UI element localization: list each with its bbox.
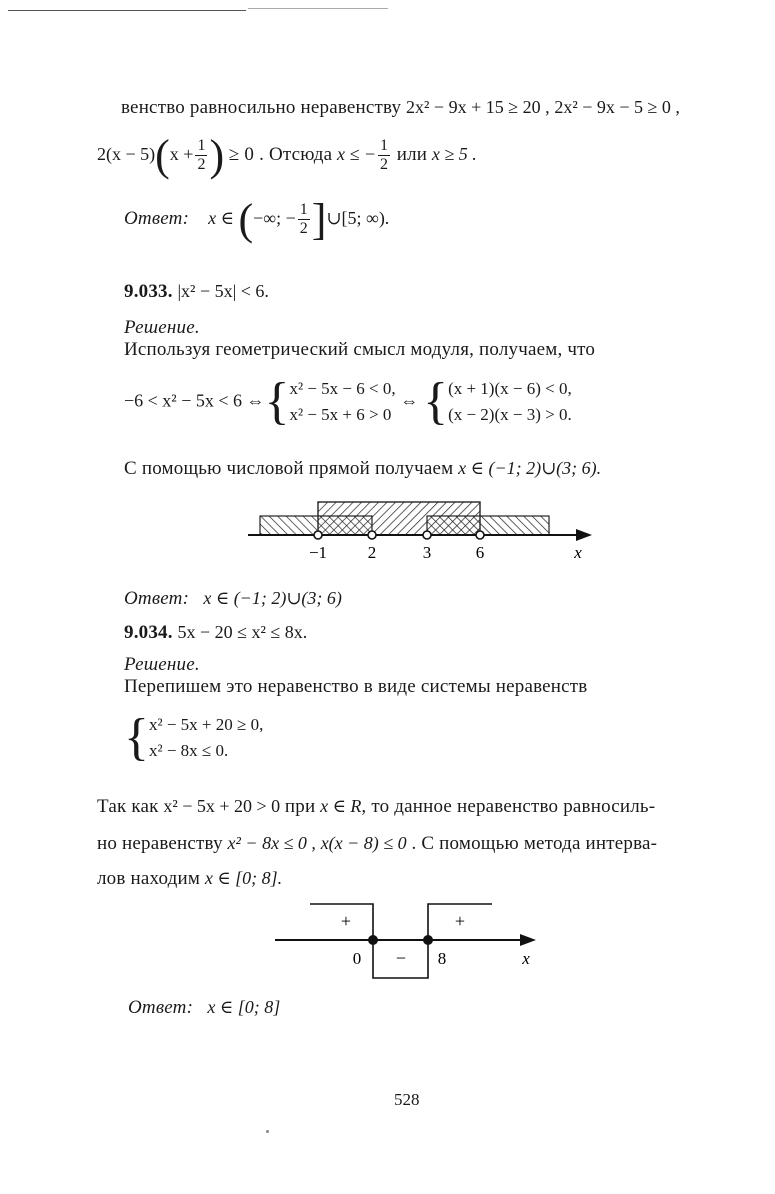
scan-speck bbox=[266, 1130, 269, 1133]
open-point bbox=[314, 531, 322, 539]
solution-label: Решение. bbox=[124, 654, 200, 675]
text-line: Так как x² − 5x + 20 > 0 при x ∈ R, то данное неравенство равносиль- bbox=[97, 796, 656, 817]
text-line-2: 2(x − 5)(x + $\frac{1}{2}$ ) ≥ 0 . Отсюда x ≤ − $\frac{1}{2}$ или x ≥ 5 . bbox=[97, 131, 477, 180]
fraction: $\frac{1}{2}$ bbox=[299, 201, 308, 238]
axis-label: −1 bbox=[308, 543, 328, 562]
problem-number: 9.033. bbox=[124, 281, 173, 302]
equivalence-chain: −6 < x² − 5x < 6 ⇔{ x² − 5x − 6 < 0, x² − 5x + 6 > 0 ⇔ { (x + 1)(x − 6) < 0, (x − 2)(x − 3) > 0. bbox=[124, 372, 572, 430]
closed-point bbox=[423, 935, 433, 945]
sign-label: + bbox=[340, 911, 352, 931]
fraction: $\frac{1}{2}$ bbox=[379, 137, 388, 174]
problem-9034-heading: 9.034. 5x − 20 ≤ x² ≤ 8x. bbox=[124, 622, 308, 643]
sign-label: + bbox=[454, 911, 466, 931]
axis-label: 8 bbox=[437, 949, 447, 968]
number-line-9033 bbox=[240, 496, 600, 568]
open-point bbox=[423, 531, 431, 539]
answer-1: Ответ: x ∈ (−∞; − $\frac{1}{2}$ ]∪[5; ∞). bbox=[124, 195, 390, 244]
sign-chart-9034 bbox=[270, 898, 550, 984]
system-9034: { x² − 5x + 20 ≥ 0, x² − 8x ≤ 0. bbox=[124, 708, 264, 766]
answer-label: Ответ: bbox=[128, 997, 194, 1018]
closed-point bbox=[368, 935, 378, 945]
axis-label: 6 bbox=[475, 543, 485, 562]
axis-label: x bbox=[522, 949, 530, 968]
axis-arrow bbox=[520, 934, 536, 946]
answer-9033: Ответ: x ∈ (−1; 2)∪(3; 6) bbox=[124, 588, 342, 609]
top-rule-faint bbox=[248, 8, 388, 9]
top-rule bbox=[8, 10, 246, 11]
solution-label: Решение. bbox=[124, 317, 200, 338]
math-expr: 2x² − 9x − 5 ≥ 0 , bbox=[554, 97, 680, 117]
math-expr: 2x² − 9x + 15 ≥ 20 , bbox=[406, 97, 550, 117]
text-line: Перепишем это неравенство в виде системы неравенств bbox=[124, 676, 588, 697]
hatch-region-b-right bbox=[427, 516, 549, 535]
axis-arrow bbox=[576, 529, 592, 541]
sign-label: − bbox=[395, 948, 407, 968]
axis-label: 3 bbox=[422, 543, 432, 562]
system-1: x² − 5x − 6 < 0, x² − 5x + 6 > 0 bbox=[289, 379, 396, 425]
problem-9033-heading: 9.033. |x² − 5x| < 6. bbox=[124, 281, 269, 302]
axis-label: x bbox=[574, 543, 582, 562]
answer-9034: Ответ: x ∈ [0; 8] bbox=[128, 997, 281, 1018]
text-line: Используя геометрический смысл модуля, получаем, что bbox=[124, 339, 596, 360]
text-line-1: венство равносильно неравенству 2x² − 9x + 15 ≥ 20 , 2x² − 9x − 5 ≥ 0 , bbox=[121, 97, 680, 118]
axis-label: 0 bbox=[352, 949, 362, 968]
text-line: но неравенству x² − 8x ≤ 0 , x(x − 8) ≤ 0 . С помощью метода интерва- bbox=[97, 833, 658, 854]
system-2: (x + 1)(x − 6) < 0, (x − 2)(x − 3) > 0. bbox=[448, 379, 572, 425]
page-number: 528 bbox=[394, 1090, 420, 1109]
answer-label: Ответ: bbox=[124, 208, 190, 230]
text-line: С помощью числовой прямой получаем x ∈ (−1; 2)∪(3; 6). bbox=[124, 458, 602, 479]
text-line: лов находим x ∈ [0; 8]. bbox=[97, 868, 283, 889]
problem-number: 9.034. bbox=[124, 622, 173, 643]
fraction: $\frac{1}{2}$ bbox=[197, 137, 206, 174]
open-point bbox=[476, 531, 484, 539]
open-point bbox=[368, 531, 376, 539]
axis-label: 2 bbox=[367, 543, 377, 562]
answer-label: Ответ: bbox=[124, 588, 190, 609]
